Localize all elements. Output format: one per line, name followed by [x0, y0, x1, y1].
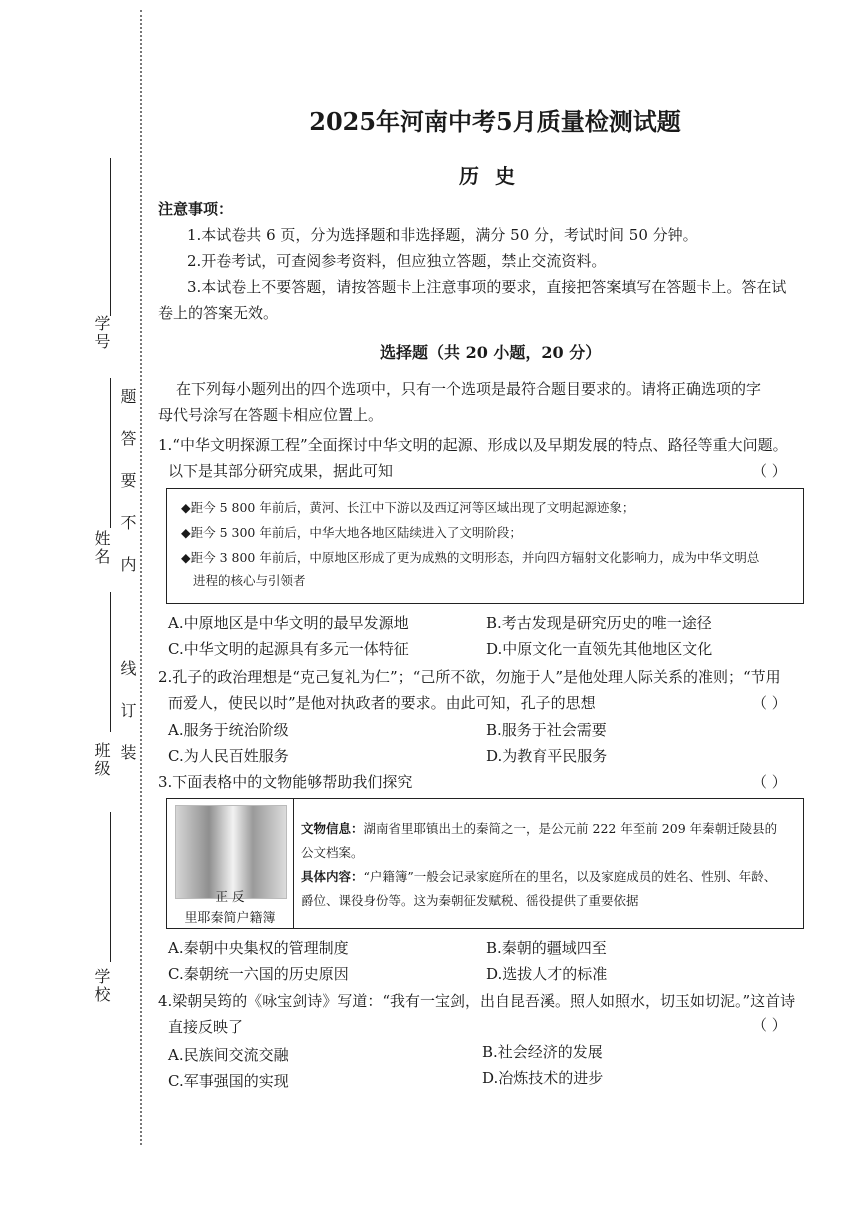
- q2-stem: 而爱人，使民以时”是他对执政者的要求。由此可知，孔子的思想: [168, 694, 596, 712]
- qin-bamboo-slip-image: [175, 805, 287, 899]
- q4-option-d: D.冶炼技术的进步: [482, 1069, 604, 1087]
- q1-option-c: C.中华文明的起源具有多元一体特征: [168, 640, 409, 658]
- class-line: [110, 592, 111, 732]
- binding-dotted-line: [140, 10, 142, 1145]
- q3-content-label: 具体内容：: [301, 869, 364, 884]
- student-id-line: [110, 158, 111, 316]
- q1-option-d: D.中原文化一直领先其他地区文化: [486, 640, 713, 658]
- q3-content-text: 爵位、课役身份等。这为秦朝征发赋税、徭役提供了重要依据: [301, 893, 639, 908]
- name-line: [110, 378, 111, 528]
- q1-option-b: B.考古发现是研究历史的唯一途径: [486, 614, 712, 632]
- q2-answer-bracket: （ ）: [752, 694, 787, 712]
- q3-image-sides: 正 反: [215, 889, 245, 904]
- q3-info-text: 公文档案。: [301, 845, 364, 860]
- note-item: 3.本试卷上不要答题，请按答题卡上注意事项的要求，直接把答案填写在答题卡上。答在试: [187, 278, 787, 296]
- note-item: 1.本试卷共 6 页，分为选择题和非选择题，满分 50 分，考试时间 50 分钟。: [187, 226, 698, 244]
- q4-option-c: C.军事强国的实现: [168, 1072, 289, 1090]
- q1-option-a: A.中原地区是中华文明的最早发源地: [168, 614, 409, 632]
- section-instruction: 母代号涂写在答题卡相应位置上。: [158, 406, 384, 424]
- section-title: 选择题（共 20 小题，20 分）: [380, 343, 602, 362]
- q4-answer-bracket: （ ）: [752, 1016, 787, 1034]
- q1-material-line: ◆距今 5 800 年前后，黄河、长江中下游以及西辽河等区域出现了文明起源迹象；: [181, 500, 635, 515]
- q3-artifact-table: [166, 798, 804, 929]
- q3-option-d: D.选拔人才的标准: [486, 965, 608, 983]
- q3-content-text: “户籍簿”一般会记录家庭所在的里名，以及家庭成员的姓名、性别、年龄、: [363, 869, 777, 884]
- q4-stem: 直接反映了: [168, 1018, 244, 1036]
- note-item: 2.开卷考试，可查阅参考资料，但应独立答题，禁止交流资料。: [187, 252, 607, 270]
- q1-answer-bracket: （ ）: [752, 462, 787, 480]
- q1-material-line: 进程的核心与引领者: [193, 573, 306, 588]
- note-item: 卷上的答案无效。: [158, 304, 279, 322]
- q1-stem: 1.“中华文明探源工程”全面探讨中华文明的起源、形成以及早期发展的特点、路径等重大问题。: [158, 436, 788, 454]
- q3-info-text: 湖南省里耶镇出土的秦简之一，是公元前 222 年至前 209 年秦朝迁陵县的: [363, 821, 778, 836]
- class-label: 班级: [92, 742, 111, 778]
- student-id-label: 学号: [92, 315, 111, 351]
- q2-option-a: A.服务于统治阶级: [168, 721, 289, 739]
- notes-heading: 注意事项：: [158, 200, 234, 218]
- q2-stem: 2.孔子的政治理想是“克己复礼为仁”；“己所不欲，勿施于人”是他处理人际关系的准则；“节用: [158, 668, 781, 686]
- binding-line-notice: 线订装: [118, 660, 137, 786]
- q4-stem: 4.梁朝吴筠的《咏宝剑诗》写道：“我有一宝剑，出自昆吾溪。照人如照水，切玉如切泥。”这首诗: [158, 992, 796, 1010]
- q3-stem: 3.下面表格中的文物能够帮助我们探究: [158, 773, 413, 791]
- q1-stem: 以下是其部分研究成果，据此可知: [168, 462, 394, 480]
- q3-option-c: C.秦朝统一六国的历史原因: [168, 965, 349, 983]
- school-line: [110, 812, 111, 962]
- exam-title: 2025年河南中考5月质量检测试题: [309, 107, 681, 136]
- q1-material-box: [166, 488, 804, 604]
- q2-option-b: B.服务于社会需要: [486, 721, 607, 739]
- q4-option-a: A.民族间交流交融: [168, 1046, 289, 1064]
- q3-option-a: A.秦朝中央集权的管理制度: [168, 939, 349, 957]
- section-instruction: 在下列每小题列出的四个选项中，只有一个选项是最符合题目要求的。请将正确选项的字: [176, 380, 762, 398]
- q3-option-b: B.秦朝的疆域四至: [486, 939, 607, 957]
- q1-material-line: ◆距今 5 300 年前后，中华大地各地区陆续进入了文明阶段；: [181, 525, 522, 540]
- q3-answer-bracket: （ ）: [752, 773, 787, 791]
- q3-image-cell: [167, 799, 294, 928]
- q3-image-caption: 里耶秦简户籍簿: [184, 911, 276, 926]
- q2-option-d: D.为教育平民服务: [486, 747, 608, 765]
- q4-option-b: B.社会经济的发展: [482, 1043, 603, 1061]
- school-label: 学校: [92, 968, 111, 1004]
- q3-info-label: 文物信息：: [301, 821, 364, 836]
- q3-info-block: [301, 817, 777, 913]
- no-answer-notice: 题答要不内: [118, 388, 137, 598]
- subject-title: 历史: [459, 164, 531, 188]
- name-label: 姓名: [92, 530, 111, 566]
- q2-option-c: C.为人民百姓服务: [168, 747, 289, 765]
- q1-material-line: ◆距今 3 800 年前后，中原地区形成了更为成熟的文明形态，并向四方辐射文化影响力，成为中华文明总: [181, 550, 760, 565]
